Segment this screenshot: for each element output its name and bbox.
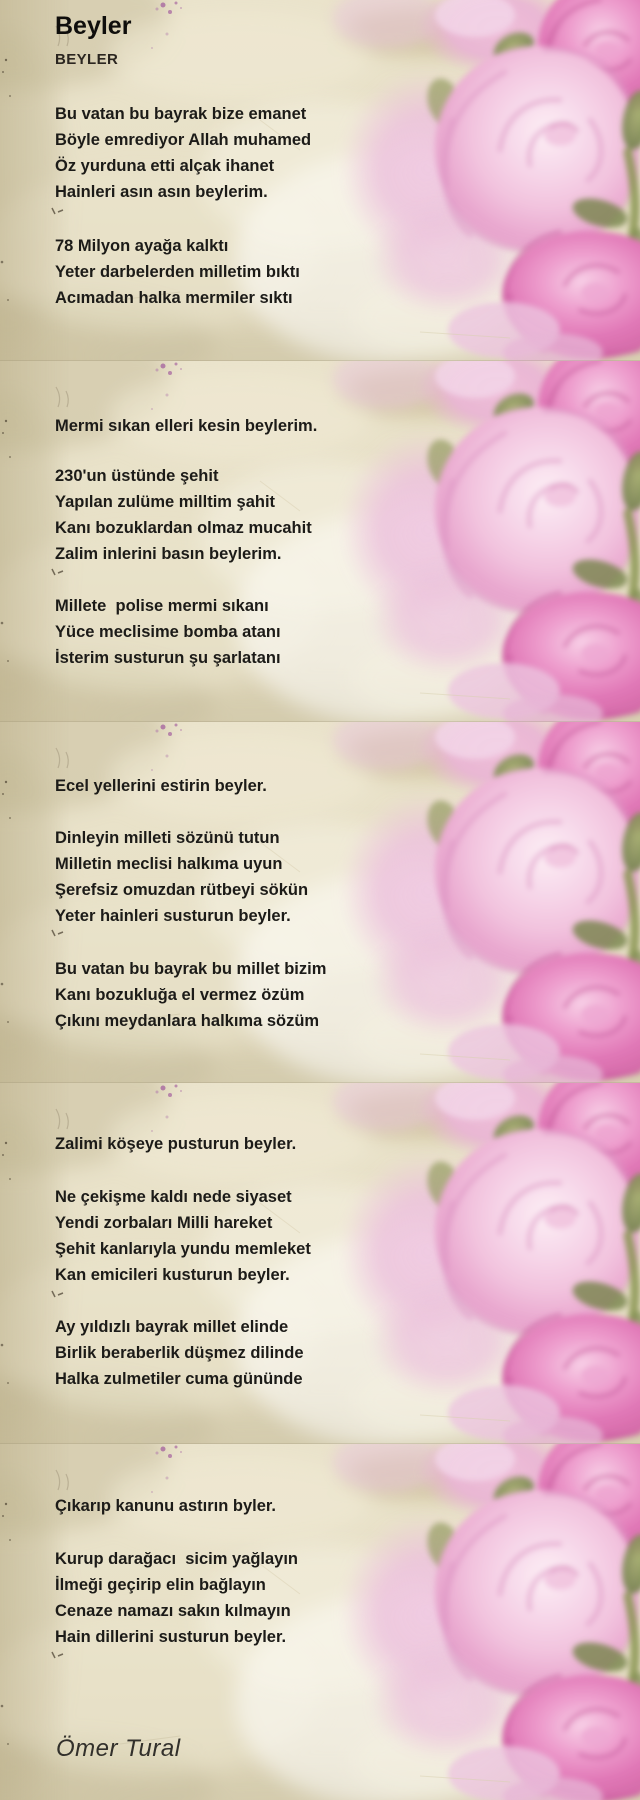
stanza-6 (55, 773, 267, 799)
poem-line: Zalim inlerini basın beylerim. (55, 545, 282, 563)
stanza-3 (55, 413, 317, 439)
poem-line: Şehit kanlarıyla yundu memleket (55, 1240, 311, 1258)
poem-line: Ne çekişme kaldı nede siyaset (55, 1188, 292, 1206)
poem-line: Ecel yellerini estirin beyler. (55, 777, 267, 795)
stanza-9 (55, 1131, 296, 1157)
stanza-7 (55, 825, 308, 929)
poem-line: Bu vatan bu bayrak bize emanet (55, 105, 307, 123)
stanza-10 (55, 1184, 311, 1288)
poem-line: Dinleyin milleti sözünü tutun (55, 829, 280, 847)
stanza-8 (55, 956, 326, 1034)
stanza-2 (55, 233, 300, 311)
poem-line: Acımadan halka mermiler sıktı (55, 289, 293, 307)
stanza-4 (55, 463, 312, 567)
author-name: Ömer Tural (56, 1735, 181, 1762)
poem-line: Yapılan zulüme milltim şahit (55, 493, 276, 511)
poem-line: Kurup darağacı sicim yağlayın (55, 1550, 299, 1568)
poem-line: Birlik beraberlik düşmez dilinde (55, 1344, 304, 1362)
poem-line: Ay yıldızlı bayrak millet elinde (55, 1318, 289, 1336)
stanza-12 (55, 1493, 276, 1519)
poem-line: Bu vatan bu bayrak bu millet bizim (55, 960, 327, 978)
stanza-13 (55, 1546, 298, 1650)
poem-line: Millete polise mermi sıkanı (55, 597, 269, 615)
poem-line: Hainleri asın asın beylerim. (55, 183, 268, 201)
poem-line: 230'un üstünde şehit (55, 467, 219, 485)
poem-line: Yüce meclisime bomba atanı (55, 623, 281, 641)
stanza-1 (55, 101, 311, 205)
poem-line: Kan emicileri kusturun beyler. (55, 1266, 290, 1284)
poem-line: Öz yurduna etti alçak ihanet (55, 157, 275, 175)
poem-line: Yeter hainleri susturun beyler. (55, 907, 291, 925)
poem-line: 78 Milyon ayağa kalktı (55, 237, 229, 255)
poem-line: Zalimi köşeye pusturun beyler. (55, 1135, 297, 1153)
poem-line: Çıkını meydanlara halkıma sözüm (55, 1012, 320, 1030)
poem-line: Yeter darbelerden milletim bıktı (55, 263, 300, 281)
poem-line: Böyle emrediyor Allah muhamed (55, 131, 312, 149)
poem-line: Kanı bozukluğa el vermez özüm (55, 986, 305, 1004)
poem-line: Yendi zorbaları Milli hareket (55, 1214, 273, 1232)
poem-line: İlmeği geçirip elin bağlayın (55, 1576, 266, 1594)
poem-line: Şerefsiz omuzdan rütbeyi sökün (55, 881, 309, 899)
poem-line: Hain dillerini susturun beyler. (55, 1628, 287, 1646)
poem-line: Mermi sıkan elleri kesin beylerim. (55, 417, 318, 435)
poem-line: Çıkarıp kanunu astırın byler. (55, 1497, 276, 1515)
poem-line: Cenaze namazı sakın kılmayın (55, 1602, 291, 1620)
poem-line: Halka zulmetiler cuma gününde (55, 1370, 303, 1388)
poem-subtitle: BEYLER (55, 51, 119, 68)
poem-title: Beyler (55, 12, 132, 40)
poem-line: İsterim susturun şu şarlatanı (55, 649, 281, 667)
poem-line: Milletin meclisi halkıma uyun (55, 855, 283, 873)
poem-line: Kanı bozuklardan olmaz mucahit (55, 519, 312, 537)
stanza-11 (55, 1314, 304, 1392)
stanza-5 (55, 593, 281, 671)
